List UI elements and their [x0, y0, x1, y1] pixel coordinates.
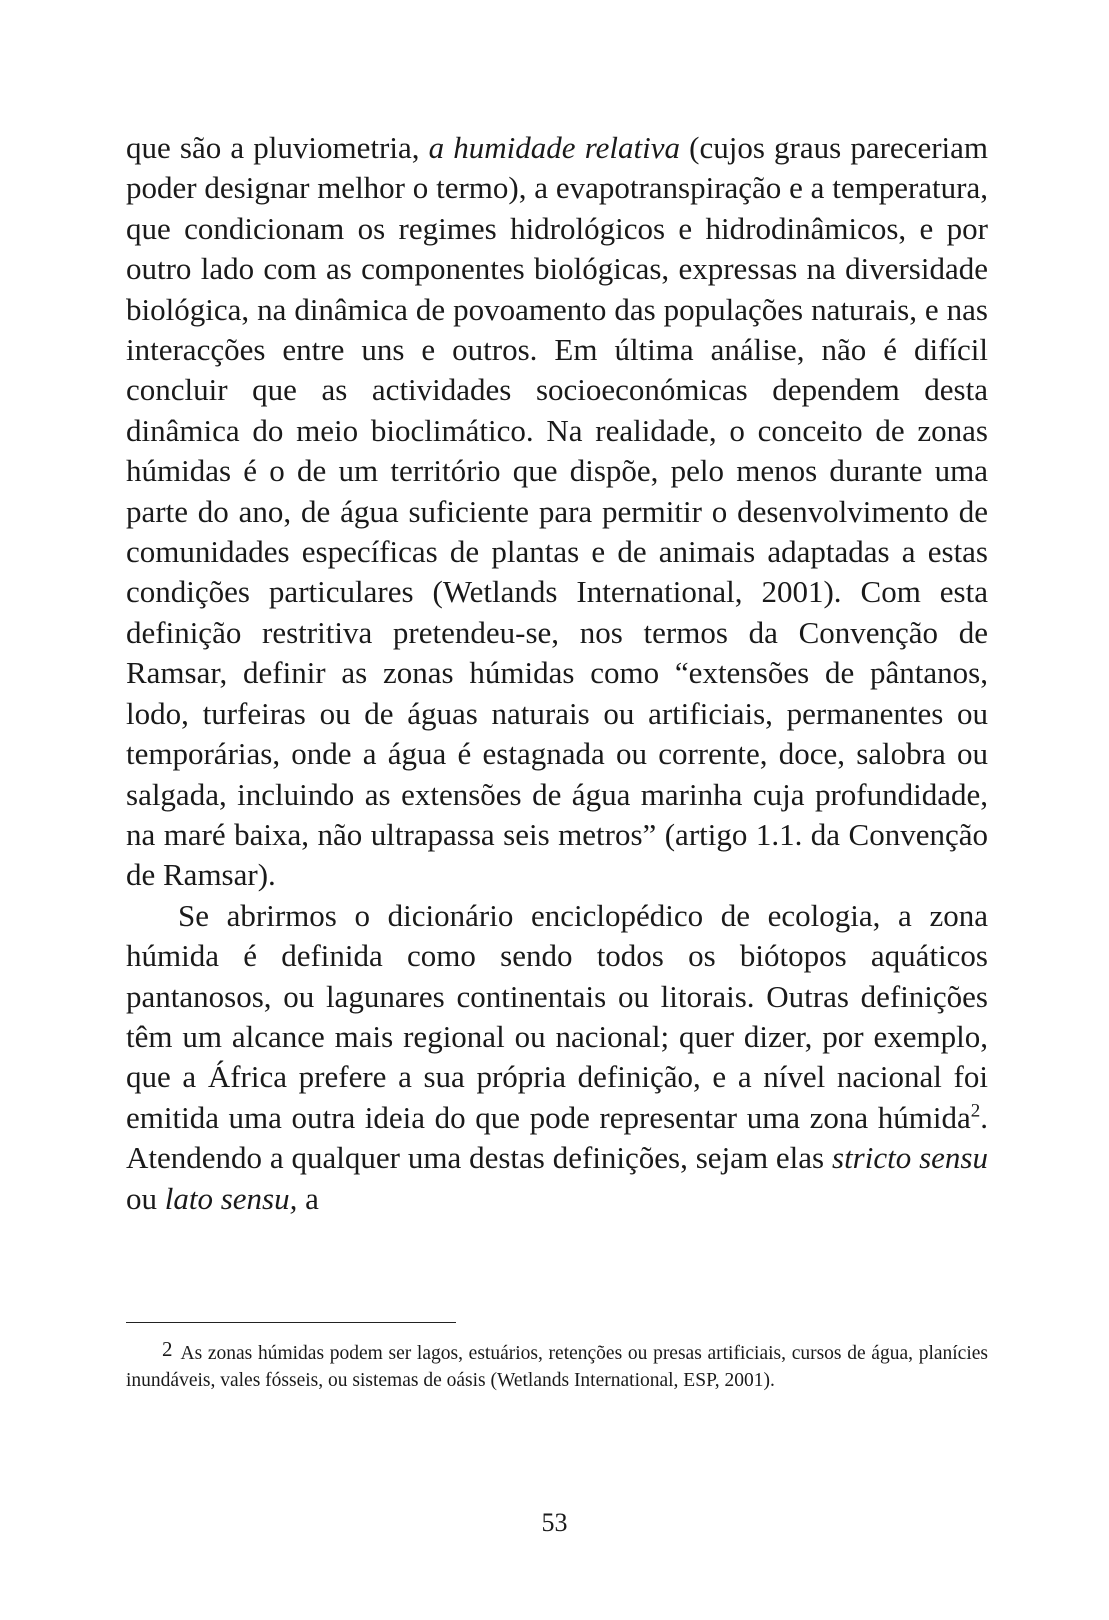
paragraph-2 — [126, 896, 988, 1219]
page-number: 53 — [541, 1508, 568, 1537]
paragraph-2-text-d: a — [297, 1180, 319, 1216]
paragraph-2-text-b: . Atendendo a qualquer uma destas definições, sejam elas — [126, 1099, 988, 1176]
footnote — [126, 1336, 988, 1394]
italic-term-stricto-sensu: stricto sensu — [832, 1140, 988, 1176]
paragraph-1-text-a: que são a pluviometria, — [126, 130, 429, 165]
footnote-number: 2 — [162, 1337, 173, 1361]
paragraph-2-text-c: ou — [126, 1180, 165, 1216]
footnote-text: As zonas húmidas podem ser lagos, estuários, retenções ou presas artificiais, cursos de água, planícies inundáveis, vales fósseis, ou sistemas de oásis (Wetlands International, ESP, 2001). — [126, 1343, 988, 1391]
footnote-reference[interactable]: 2 — [970, 1100, 981, 1122]
italic-term-humidade-relativa: a humidade relativa — [428, 130, 680, 165]
footnote-divider — [126, 1322, 456, 1323]
body-text — [126, 128, 988, 1219]
italic-term-lato-sensu: lato sensu, — [164, 1180, 298, 1216]
paragraph-1-text-b: (cujos graus pareceriam poder designar melhor o termo), a evapotranspiração e a temperatura, que condicionam os regimes hidrológicos e hidrodinâmicos, e por outro lado com as componentes biológicas, expressas na diversidade biológica, na dinâmica de povoamento das populações naturais, e nas interacções entre uns e outros. Em última análise, não é difícil concluir que as actividades socioeconómicas dependem desta dinâmica do meio bioclimático. Na realidade, o conceito de zonas húmidas é o de um território que dispõe, pelo menos durante uma parte do ano, de água suficiente para permitir o desenvolvimento de comunidades específicas de plantas e de animais adaptadas a estas condições particulares (Wetlands International, 2001). Com esta definição restritiva pretendeu-se, nos termos da Convenção de Ramsar, definir as zonas húmidas como “extensões de pântanos, lodo, turfeiras ou de águas naturais ou artificiais, permanentes ou temporárias, onde a água é estagnada ou corrente, doce, salobra ou salgada, incluindo as extensões de água marinha cuja profundidade, na maré baixa, não ultrapassa seis metros” (artigo 1.1. da Convenção de Ramsar). — [126, 130, 989, 893]
paragraph-1 — [126, 128, 988, 896]
paragraph-2-text-a: Se abrirmos o dicionário enciclopédico de ecologia, a zona húmida é definida como sendo todos os biótopos aquáticos pantanosos, ou lagunares continentais ou litorais. Outras definições têm um alcance mais regional ou nacional; quer dizer, por exemplo, que a África prefere a sua própria definição, e a nível nacional foi emitida uma outra ideia do que pode representar uma zona húmida — [126, 897, 988, 1135]
